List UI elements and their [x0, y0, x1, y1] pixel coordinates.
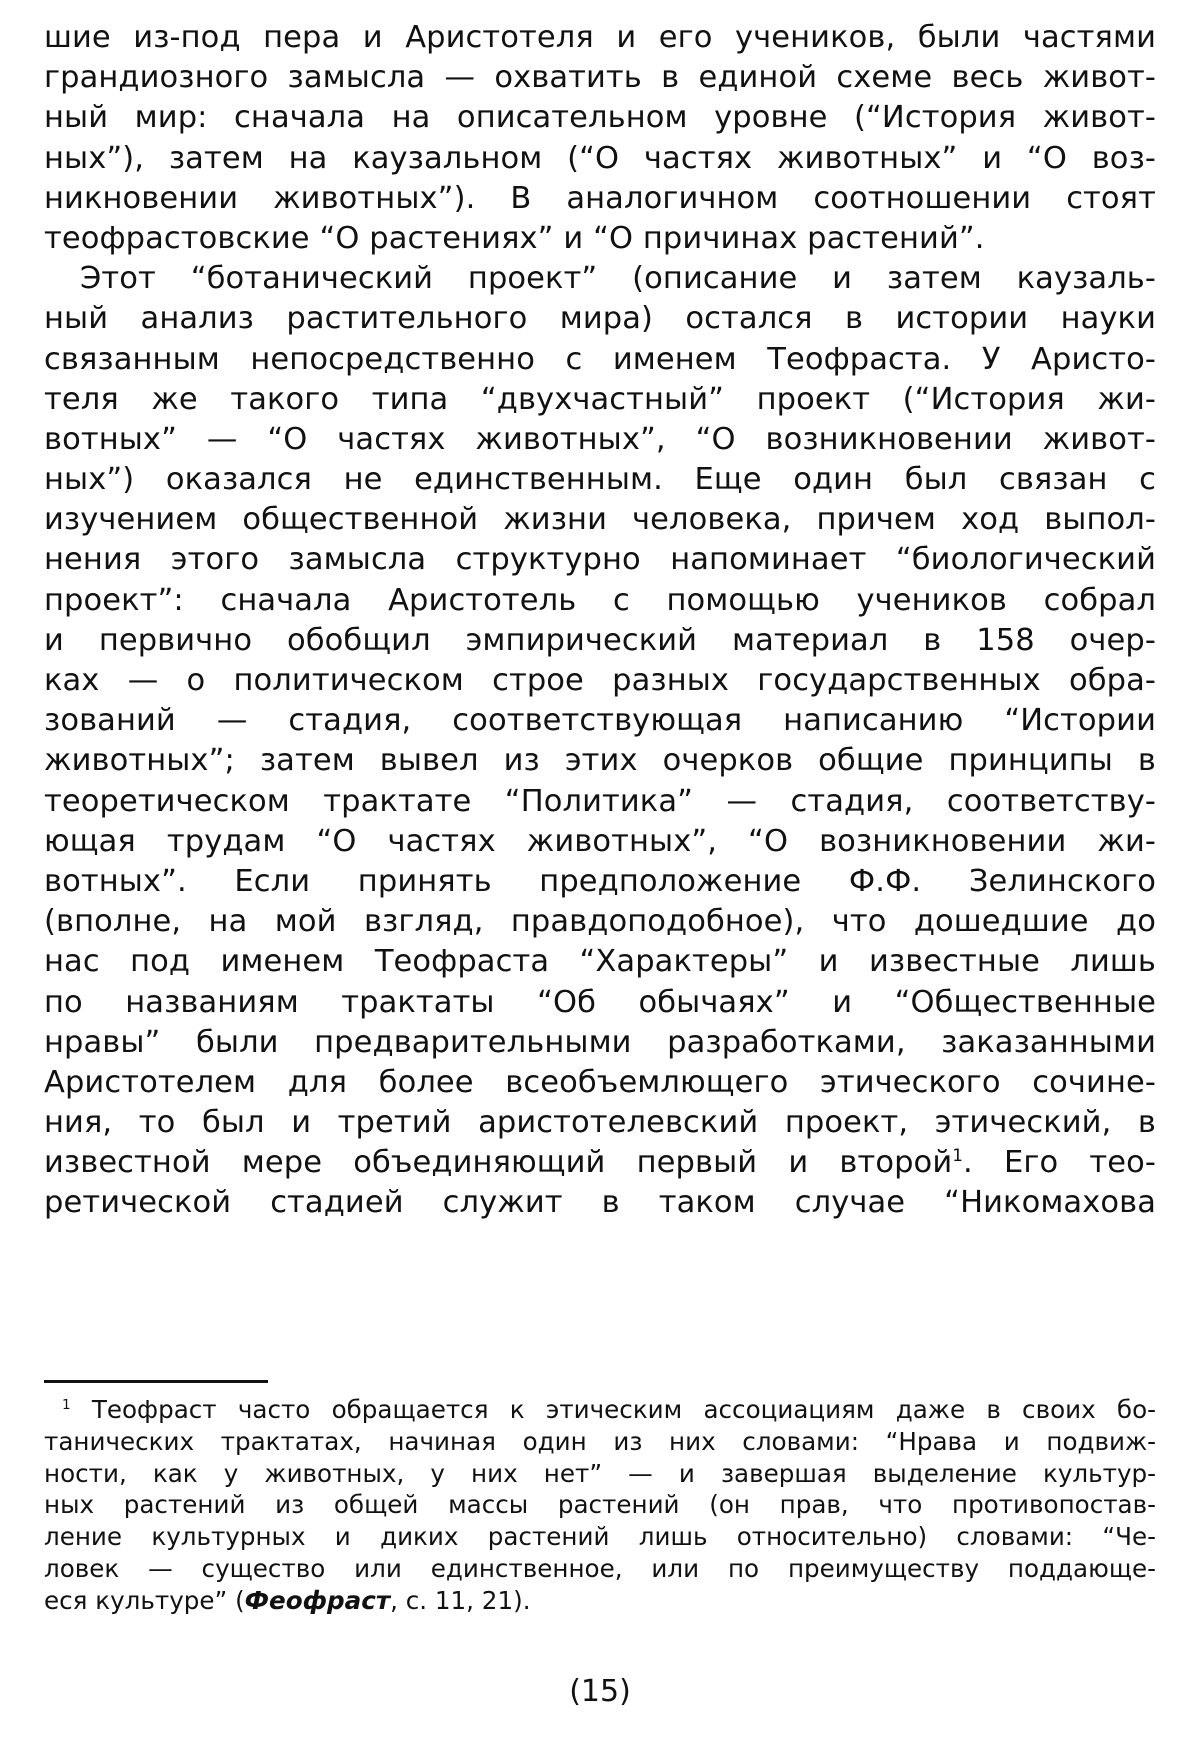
footnote-line: ных растений из общей массы растений (он прав, что противопостав-	[44, 1490, 1156, 1520]
text-line: (вполне, на мой взгляд, правдоподобное), что дошедшие до	[44, 904, 1156, 940]
text-line: проект”: сначала Аристотель с помощью учеников собрал	[44, 582, 1156, 618]
text-line: ных”) оказался не единственным. Еще один был связан с	[44, 462, 1156, 498]
text-line: ный анализ растительного мира) остался в истории науки	[44, 301, 1156, 337]
text-line: теля же такого типа “двухчастный” проект (“История жи-	[44, 381, 1156, 417]
text-line: связанным непосредственно с именем Теофраста. У Аристо-	[44, 341, 1156, 377]
text-line: ющая трудам “О частях животных”, “О возникновении жи-	[44, 823, 1156, 859]
text-line: никновении животных”). В аналогичном соотношении стоят	[44, 180, 1156, 216]
footnote-line: ление культурных и диких растений лишь относительно) словами: “Че-	[44, 1522, 1156, 1552]
footnote-line: ности, как у животных, у них нет” — и завершая выделение культур-	[44, 1458, 1156, 1488]
footnote-divider	[44, 1380, 268, 1383]
text-segment: еся культуре” (	[44, 1585, 245, 1615]
text-segment: . Его тео-	[963, 1145, 1156, 1181]
text-line: теоретическом трактате “Политика” — стадия, соответству-	[44, 783, 1156, 819]
footnote-reference[interactable]: 1	[952, 1145, 964, 1166]
text-segment: , с. 11, 21).	[390, 1585, 531, 1615]
footnote-line	[44, 1585, 1156, 1617]
text-line: ках — о политическом строе разных государственных обра-	[44, 663, 1156, 698]
text-line: ный мир: сначала на описательном уровне (“История живот-	[44, 100, 1156, 136]
text-line: нравы” были предварительными разработками, заказанными	[44, 1024, 1156, 1060]
text-line: Аристотелем для более всеобъемлющего этического сочине-	[44, 1064, 1156, 1100]
paragraph-start-line: Этот “ботанический проект” (описание и затем каузаль-	[80, 261, 1156, 297]
footnote-line	[44, 1394, 1156, 1426]
footnote-marker: 1	[62, 1396, 71, 1413]
text-segment: Теофраст часто обращается к этическим ассоциациям даже в своих бо-	[91, 1395, 1156, 1424]
text-line: изучением общественной жизни человека, причем ход выпол-	[44, 502, 1156, 538]
text-line: нас под именем Теофраста “Характеры” и известные лишь	[44, 944, 1156, 980]
text-line: ных”), затем на каузальном (“О частях животных” и “О воз-	[44, 140, 1156, 176]
text-line: вотных”. Если принять предположение Ф.Ф. Зелинского	[44, 863, 1156, 899]
footnote-line: танических трактатах, начиная один из них словами: “Нрава и подвиж-	[44, 1426, 1156, 1456]
page-body	[44, 18, 1156, 1224]
footnote	[44, 1394, 1156, 1617]
text-line-with-footnote-ref	[44, 1143, 1156, 1183]
citation-author: Феофраст	[244, 1585, 391, 1615]
page-number: (15)	[569, 1674, 631, 1709]
footnote-line: ловек — существо или единственное, или по преимуществу поддающе-	[44, 1553, 1156, 1583]
text-line: животных”; затем вывел из этих очерков общие принципы в	[44, 743, 1156, 779]
text-segment: известной мере объединяющий первый и второй	[44, 1145, 953, 1181]
text-line: ния, то был и третий аристотелевский проект, этический, в	[44, 1105, 1156, 1141]
text-line: по названиям трактаты “Об обычаях” и “Общественные	[44, 984, 1156, 1020]
text-line: грандиозного замысла — охватить в единой схеме весь живот-	[44, 60, 1156, 96]
main-text	[44, 18, 1156, 1224]
text-line: зований — стадия, соответствующая написанию “Истории	[44, 703, 1156, 739]
text-line: и первично обобщил эмпирический материал в 158 очер-	[44, 622, 1156, 658]
text-line: теофрастовские “О растениях” и “О причинах растений”.	[44, 220, 985, 256]
text-line: вотных” — “О частях животных”, “О возникновении живот-	[44, 421, 1156, 457]
text-line: шие из-под пера и Аристотеля и его учеников, были частями	[44, 20, 1156, 55]
text-line: ретической стадией служит в таком случае “Никомахова	[44, 1185, 1156, 1221]
text-line: нения этого замысла структурно напоминает “биологический	[44, 542, 1156, 578]
